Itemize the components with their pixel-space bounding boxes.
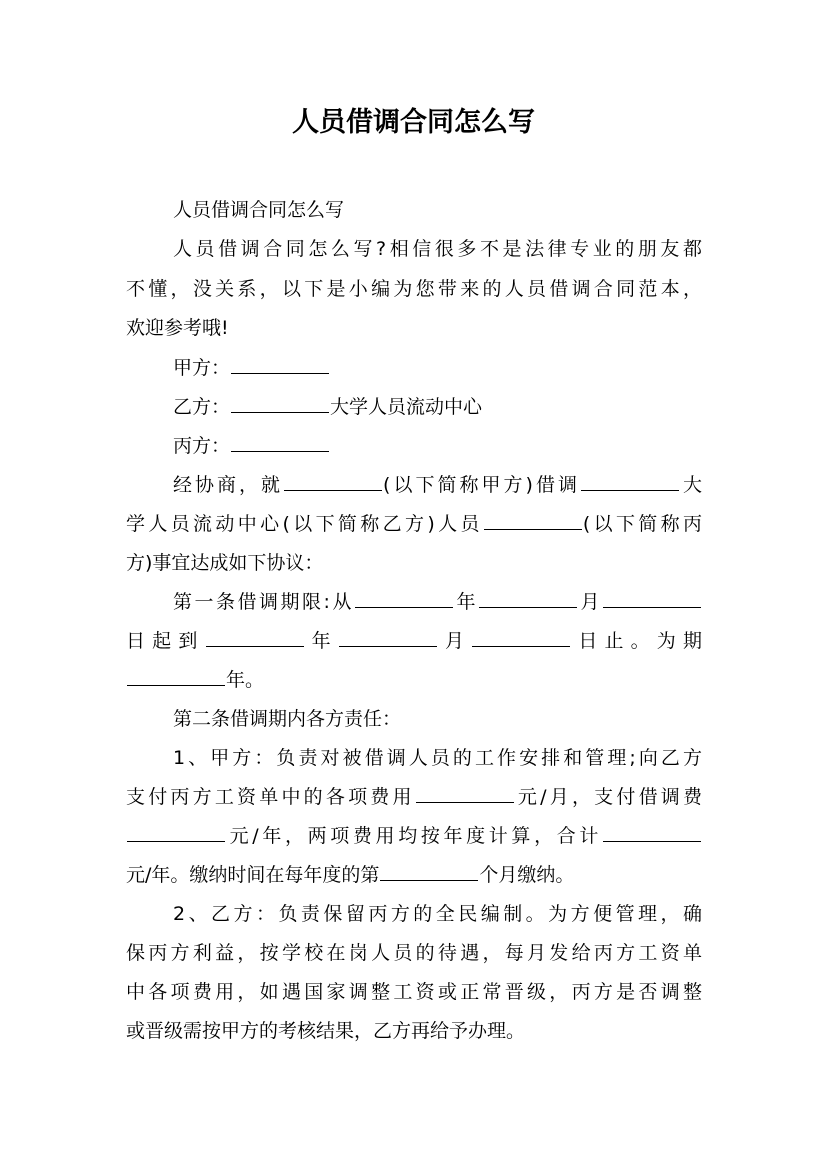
blank-field: [416, 785, 514, 803]
text-line: [126, 979, 702, 1005]
text-segment: 日起到: [126, 630, 205, 652]
text-line: [126, 667, 702, 693]
text-segment: 月: [437, 630, 472, 652]
text-segment: 人员借调合同怎么写: [173, 199, 345, 221]
blank-field: [479, 590, 577, 608]
text-segment: 支付丙方工资单中的各项费用: [126, 786, 415, 808]
text-segment: 元/年，两项费用均按年度计算，合计: [226, 825, 602, 847]
text-line: [126, 550, 702, 576]
document-title: 人员借调合同怎么写: [292, 107, 535, 138]
text-segment: 学人员流动中心(以下简称乙方)人员: [126, 513, 483, 535]
text-line: [173, 472, 702, 498]
text-segment: 2、乙方：负责保留丙方的全民编制。为方便管理，确: [173, 903, 702, 925]
text-segment: 大学人员流动中心: [330, 396, 483, 418]
text-line: [173, 589, 702, 615]
text-line: [173, 901, 702, 927]
blank-field: [484, 512, 582, 530]
text-segment: 甲方：: [173, 357, 231, 379]
text-segment: 年。: [226, 669, 265, 691]
text-segment: (以下简称甲方)借调: [383, 474, 580, 496]
blank-field: [284, 473, 382, 491]
text-line: [173, 236, 702, 262]
text-line: [126, 315, 702, 341]
blank-field: [127, 824, 225, 842]
blank-field: [231, 434, 329, 452]
text-line: [173, 355, 702, 381]
text-line: [126, 628, 702, 654]
blank-field: [127, 668, 225, 686]
text-segment: 保丙方利益，按学校在岗人员的待遇，每月发给丙方工资单: [126, 942, 702, 964]
text-segment: 经协商，就: [173, 474, 284, 496]
text-line: [126, 823, 702, 849]
text-segment: 或晋级需按甲方的考核结果，乙方再给予办理。: [126, 1020, 526, 1042]
text-segment: 方)事宜达成如下协议：: [126, 552, 324, 574]
text-line: [173, 433, 702, 459]
text-segment: 元/年。缴纳时间在每年度的第: [126, 864, 380, 886]
blank-field: [603, 590, 701, 608]
blank-field: [231, 356, 329, 374]
text-segment: 日止。为期: [571, 630, 702, 652]
blank-field: [206, 629, 304, 647]
blank-field: [231, 395, 329, 413]
text-line: [173, 394, 702, 420]
text-segment: 第一条借调期限:从: [173, 591, 354, 613]
blank-field: [472, 629, 570, 647]
text-line: [126, 862, 702, 888]
text-segment: 欢迎参考哦!: [126, 317, 229, 339]
text-segment: 月: [577, 591, 602, 613]
text-line: [173, 197, 702, 223]
text-segment: 大: [679, 474, 702, 496]
text-segment: 年: [304, 630, 338, 652]
text-line: [173, 745, 702, 771]
text-segment: (以下简称丙: [582, 513, 702, 535]
text-line: [126, 784, 702, 810]
text-segment: 人员借调合同怎么写?相信很多不是法律专业的朋友都: [173, 238, 702, 260]
text-line: [126, 511, 702, 537]
blank-field: [581, 473, 679, 491]
text-segment: 乙方：: [173, 396, 231, 418]
text-segment: 不懂，没关系，以下是小编为您带来的人员借调合同范本，: [126, 278, 702, 300]
text-segment: 第二条借调期内各方责任：: [173, 708, 402, 730]
text-segment: 元/月，支付借调费: [514, 786, 702, 808]
blank-field: [355, 590, 453, 608]
text-line: [126, 1018, 702, 1044]
text-segment: 中各项费用，如遇国家调整工资或正常晋级，丙方是否调整: [126, 981, 702, 1003]
text-segment: 年: [453, 591, 478, 613]
blank-field: [603, 824, 701, 842]
blank-field: [339, 629, 437, 647]
text-line: [126, 276, 702, 302]
blank-field: [380, 863, 478, 881]
text-segment: 丙方：: [173, 435, 231, 457]
text-line: [126, 940, 702, 966]
text-line: [173, 706, 702, 732]
text-segment: 1、甲方：负责对被借调人员的工作安排和管理;向乙方: [173, 747, 702, 769]
text-segment: 个月缴纳。: [479, 864, 575, 886]
